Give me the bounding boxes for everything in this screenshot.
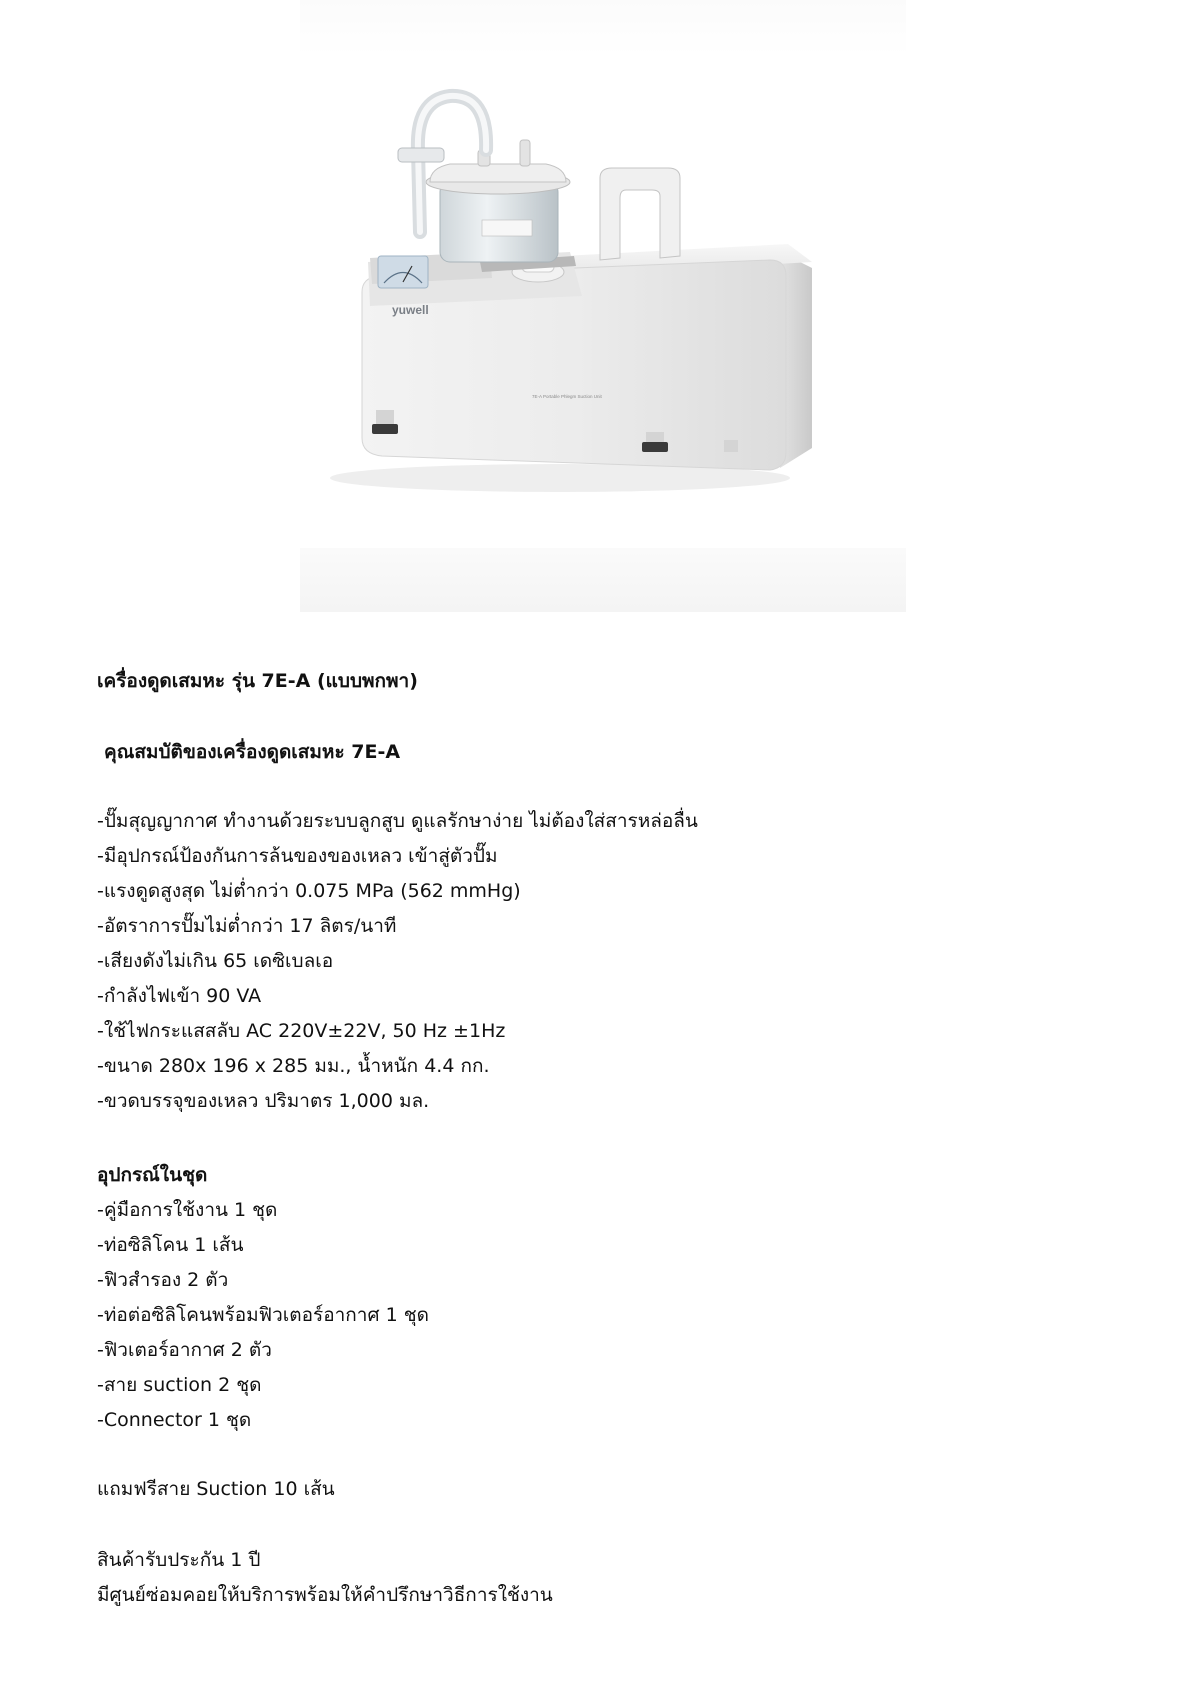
accessory-item: -สาย suction 2 ชุด [97,1374,262,1396]
feature-item: -ขนาด 280x 196 x 285 มม., น้ำหนัก 4.4 กก. [97,1055,490,1077]
warranty-note: สินค้ารับประกัน 1 ปี [97,1549,261,1571]
accessory-item: -ท่อซิลิโคน 1 เส้น [97,1234,244,1256]
feature-item: -มีอุปกรณ์ป้องกันการล้นของของเหลว เข้าสู่ตัวปั๊ม [97,845,498,867]
model-plate: 7E-A Portable Phlegm Suction Unit [532,394,602,399]
product-photo [300,0,906,612]
feature-item: -ปั๊มสุญญากาศ ทำงานด้วยระบบลูกสูบ ดูแลรักษาง่าย ไม่ต้องใส่สารหล่อลื่น [97,810,698,832]
feature-item: -เสียงดังไม่เกิน 65 เดซิเบลเอ [97,950,334,972]
page-title: เครื่องดูดเสมหะ รุ่น 7E-A (แบบพกพา) [97,670,418,692]
feature-item: -แรงดูดสูงสุด ไม่ต่ำกว่า 0.075 MPa (562 mmHg) [97,880,521,902]
accessories-heading: อุปกรณ์ในชุด [97,1164,208,1186]
feature-item: -ขวดบรรจุของเหลว ปริมาตร 1,000 มล. [97,1090,430,1112]
feature-item: -อัตราการปั๊มไม่ต่ำกว่า 17 ลิตร/นาที [97,915,397,937]
freebie-note: แถมฟรีสาย Suction 10 เส้น [97,1478,335,1500]
accessory-item: -คู่มือการใช้งาน 1 ชุด [97,1199,278,1221]
accessory-item: -ฟิวสำรอง 2 ตัว [97,1269,229,1291]
accessory-item: -ฟิวเตอร์อากาศ 2 ตัว [97,1339,272,1361]
feature-item: -กำลังไฟเข้า 90 VA [97,985,262,1007]
accessory-item: -ท่อต่อซิลิโคนพร้อมฟิวเตอร์อากาศ 1 ชุด [97,1304,429,1326]
service-note: มีศูนย์ซ่อมคอยให้บริการพร้อมให้คำปรึกษาวิธีการใช้งาน [97,1584,553,1606]
brand-logo: yuwell [392,303,429,317]
suction-unit-illustration [300,0,906,612]
feature-item: -ใช้ไฟกระแสสลับ AC 220V±22V, 50 Hz ±1Hz [97,1020,506,1042]
features-heading: คุณสมบัติของเครื่องดูดเสมหะ 7E-A [104,741,401,763]
accessory-item: -Connector 1 ชุด [97,1409,252,1431]
